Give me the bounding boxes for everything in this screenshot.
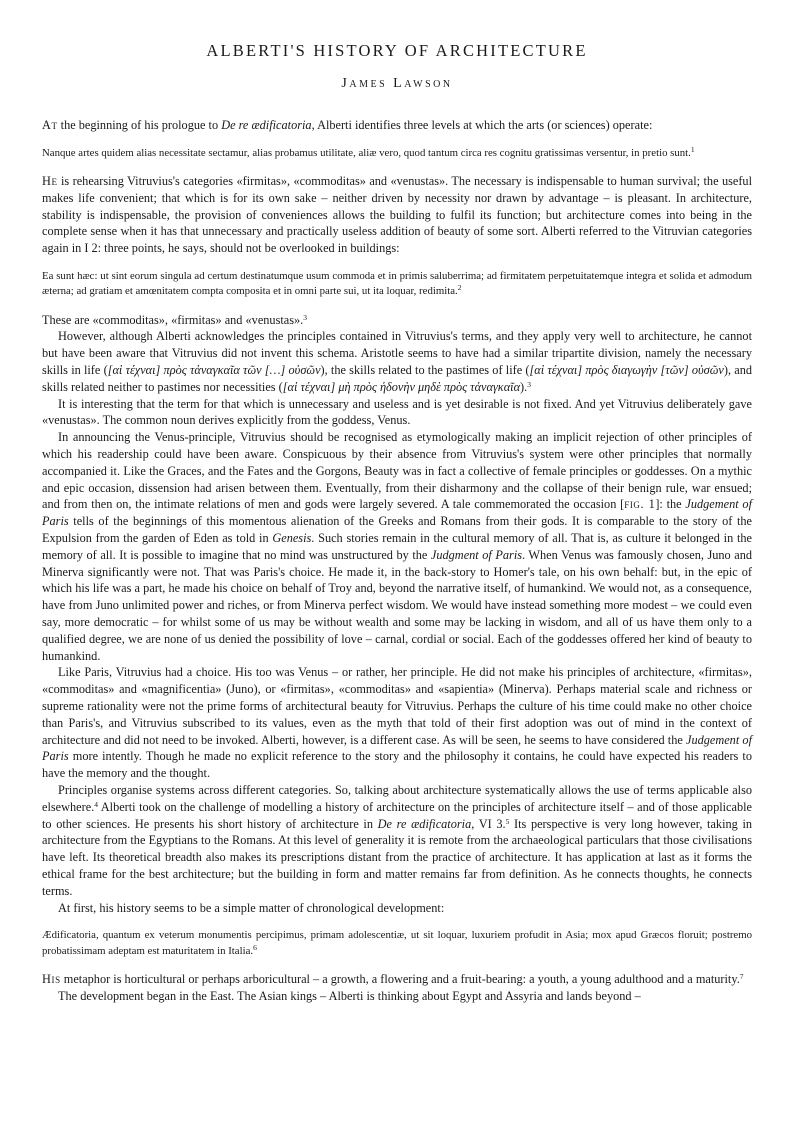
paragraph-4: However, although Alberti acknowledges the principles contained in Vitruvius's terms, and they apply very well to architecture, he cannot but have been aware that Vitruvius did not invent this schema. Aristotle seems to have had a similar tripartite division, namely the necessary skills in life ([αἱ τέχναι] πρὸς τἀναγκαῖα τῶν […] οὐσῶν), the skills related to the pastimes of life ([αἱ τέχναι] πρὸς διαγωγὴν [τῶν] οὐσῶν), and skills related neither to pastimes nor necessities ([αἱ τέχναι] μὴ πρὸς ἡδονὴν μηδὲ πρὸς τἀναγκαῖα).$^3$	[42, 329, 753, 394]
latin-quote-3: Ædificatoria, quantum ex veterum monumentis percipimus, primam adolescentiæ, ut sit loquar, luxuriem profudit in Asia; mox apud Græcos floruit; postremo probatissimam adeptam est maturitatem in Italia.$^6$	[42, 929, 752, 957]
footnote-ref[interactable]: 3	[527, 379, 531, 389]
paragraph-11: The development began in the East. The Asian kings – Alberti is thinking about Egypt and Assyria and lands beyond –	[58, 988, 641, 1003]
footnote-ref[interactable]: 2	[457, 283, 462, 293]
footnote-ref[interactable]: 6	[253, 942, 257, 952]
paragraph-9: At first, his history seems to be a simple matter of chronological development:	[58, 900, 445, 915]
footnote-ref[interactable]: 7	[739, 971, 744, 981]
paragraph-1: At the beginning of his prologue to De re ædificatoria, Alberti identifies three levels at which the arts (or sciences) operate:	[42, 118, 653, 132]
footnote-ref[interactable]: 4	[94, 799, 98, 809]
article-body	[42, 117, 752, 1005]
latin-quote-2: Ea sunt hæc: ut sint eorum singula ad certum destinatumque usum commoda et in primis saluberrima; ad firmitatem perpetuitatemque integra et solida et admodum æterna; ad gratiam et amœnitatem compta composita et in omni parte sui, ut ita loquar, redimita.$^2$	[42, 270, 752, 298]
lead-word: At	[42, 118, 58, 132]
paragraph-6: In announcing the Venus-principle, Vitruvius should be recognised as etymologically making an implicit rejection of other principles of which his readership could have been aware. Conspicuous by their absence from Vitruvius's system were other principles that normally accompanied it. Like the Graces, and the Fates and the Gorgons, Beauty was in fact a collective of female principles or goddesses. On a mythic and epic occasion, dissension had arisen between them. Eventually, from their disharmony and the collapse of their benign rule, war ensued; and from then on, the intimate relations of men and gods were largely severed. A tale commemorated the occasion [fig. 1]: the Judgement of Paris tells of the beginnings of this momentous alienation of the Greeks and Romans from their gods. It is comparable to the story of the Expulsion from the garden of Eden as told in Genesis. Such stories remain in the cultural memory of all. That is, as culture it belonged in the memory of all. It is possible to imagine that no mind was unstructured by the Judgment of Paris. When Venus was famously chosen, Juno and Minerva significantly were not. That was Paris's choice. He made it, in the back-story to Homer's tale, on his own behalf: but, in the epic of which his life was a part, he made his choice on behalf of Troy and, beyond the narrative itself, of humankind. We would not, as a consequence, have from Juno unlimited power and riches, or from Minerva perfect wisdom. We would have instead something more modest – we could even say, more democratic – for whilst some of us may be without wealth and some may be lacking in wisdom, and all of us have them only to a qualified degree, we are none of us denied the possibility of love – carnal, cordial or social. Each of the goddesses offered her kind of beauty to humankind.	[42, 430, 752, 663]
paragraph-10: His metaphor is horticultural or perhaps arboricultural – a growth, a flowering and a fruit-bearing: a youth, a young adulthood and a maturity.$^7$	[42, 971, 744, 986]
greek-phrase: [αἱ τέχναι] πρὸς τἀναγκαῖα τῶν […] οὐσῶν	[107, 363, 321, 378]
paper-title: ALBERTI'S HISTORY OF ARCHITECTURE	[206, 41, 588, 60]
lead-word: His	[42, 971, 61, 986]
footnote-ref[interactable]: 5	[505, 816, 510, 826]
page	[42, 0, 752, 1123]
footnote-ref[interactable]: 3	[303, 312, 307, 322]
paragraph-8: Principles organise systems across different categories. So, talking about architecture systematically allows the use of terms applicable also elsewhere.$^4$ Alberti took on the challenge of modelling a history of architecture on the principles of architecture itself – and of those applicable to other sciences. He presents his short history of architecture in De re ædificatoria, VI 3.$^5$ Its perspective is very long however, taking in architecture from the Egyptians to the Romans. At this level of generality it is remote from the archaeological particulars that those civilisations have left. Its theoretical breadth also makes its prescriptions distant from the practice of architecture. It has application at last as it forms the ethical frame for the best architecture; but the building in form and matter remains far from definition. As he connects thoughts, he connects terms.	[42, 782, 753, 898]
paragraph-5: It is interesting that the term for that which is unnecessary and useless and is yet desirable is not fixed. And yet Vitruvius deliberately gave «venustas». The common noun derives explicitly from the goddess, Venus.	[42, 396, 752, 428]
paper-author: James Lawson	[341, 76, 453, 91]
paragraph-3: These are «commoditas», «firmitas» and «venustas».$^3$	[42, 312, 307, 327]
figure-ref[interactable]: fig. 1	[624, 497, 656, 512]
footnote-ref[interactable]: 1	[690, 144, 695, 154]
greek-phrase: [αἱ τέχναι] μὴ πρὸς ἡδονὴν μηδὲ πρὸς τἀναγκαῖα	[282, 379, 521, 394]
title-emphasis: De re ædificatoria	[221, 118, 312, 132]
paragraph-2: He is rehearsing Vitruvius's categories «firmitas», «commoditas» and «venustas». The necessary is indispensable to human survival; the useful makes life convenient; that which is for its own sake – neither driven by necessity nor drawn by advantage – is pleasant. In architecture, stability is indispensable, the provision of conveniences allows the building to fulfil its function; but architecture comes into being in the complete sense when it has that unnecessary and practically useless addition of beauty of some sort. Alberti referred to the Vitruvian categories again in I 2: three points, he says, should not be overlooked in buildings:	[42, 174, 752, 256]
greek-phrase: [αἱ τέχναι] πρὸς διαγωγὴν [τῶν] οὐσῶν	[529, 363, 724, 378]
paragraph-7: Like Paris, Vitruvius had a choice. His too was Venus – or rather, her principle. He did not make his principles of architecture, «firmitas», «commoditas» and «magnificentia» (Juno), or «firmitas», «commoditas» and «sapientia» (Minerva). Perhaps material scale and richness or supreme rationality were not the prime forms of architectural beauty for Vitruvius. Perhaps the culture of his time could make no other choice than Paris's, and Vitruvius subscribed to its values, even as the myth that told of their first adoption was out of mind in the context of architecture and did not need to be invoked. Alberti, however, is a different case. As will be seen, he seems to have considered the Judgement of Paris more intently. Though he made no explicit reference to the story and the philosophy it contains, he could have expected his readers to have the memory and the thought.	[42, 665, 752, 781]
latin-quote-1: Nanque artes quidem alias necessitate sectamur, alias probamus utilitate, aliæ vero, quod tantum circa res cognitu gratissimas versentur, in pretio sunt.$^1$	[42, 144, 695, 159]
lead-word: He	[42, 174, 58, 189]
